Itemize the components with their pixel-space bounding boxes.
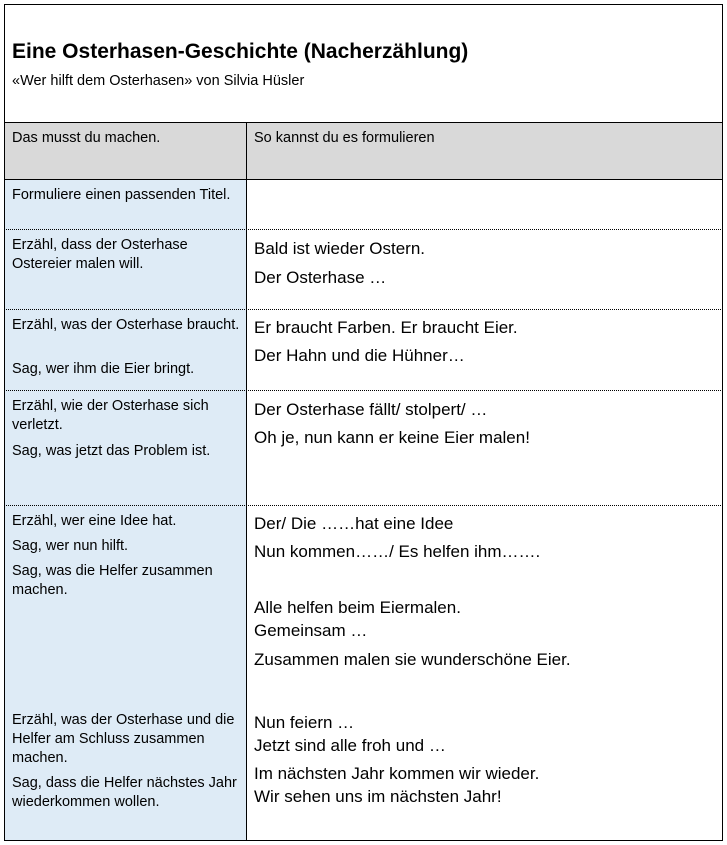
row-5-phrase: Alle helfen beim Eiermalen. [254,598,461,617]
row-6-instruction: Erzähl, was der Osterhase und die Helfer am Schluss zusammen machen. [12,712,235,766]
row-6-phrase: Im nächsten Jahr kommen wir wieder. [254,764,540,783]
row-2-phrase: Der Osterhase … [254,268,387,287]
column-header-left: Das musst du machen. [12,130,161,146]
row-3-phrase: Der Hahn und die Hühner… [254,346,465,365]
row-4-phrase: Der Osterhase fällt/ stolpert/ … [254,400,488,419]
table-frame [4,4,723,841]
row-2-instruction: Erzähl, dass der Osterhase Ostereier malen will. [12,237,188,272]
page-subtitle: «Wer hilft dem Osterhasen» von Silvia Hüsler [12,73,305,89]
row-4-instruction: Erzähl, wie der Osterhase sich verletzt. [12,398,209,433]
row-5-instruction: Erzähl, wer eine Idee hat. [12,513,177,529]
row-3-phrase: Er braucht Farben. Er braucht Eier. [254,318,518,337]
row-5-phrase: Gemeinsam … [254,621,368,640]
row-5-phrase: Der/ Die ……hat eine Idee [254,514,454,533]
row-3-instruction: Sag, wer ihm die Eier bringt. [12,361,195,377]
row-1-instruction: Formuliere einen passenden Titel. [12,187,231,203]
row-6-phrase: Nun feiern … [254,713,355,732]
row-5-phrase: Zusammen malen sie wunderschöne Eier. [254,650,571,669]
row-6-phrase: Wir sehen uns im nächsten Jahr! [254,787,502,806]
row-2-phrase: Bald ist wieder Ostern. [254,239,426,258]
row-6-phrase: Jetzt sind alle froh und … [254,736,446,755]
row-6-instruction: Sag, dass die Helfer nächstes Jahr wiederkommen wollen. [12,775,237,810]
row-4-instruction: Sag, was jetzt das Problem ist. [12,443,211,459]
row-3-instruction: Erzähl, was der Osterhase braucht. [12,317,240,333]
row-4-phrase: Oh je, nun kann er keine Eier malen! [254,428,530,447]
page-title: Eine Osterhasen-Geschichte (Nacherzählung) [12,40,469,63]
row-5-instruction: Sag, was die Helfer zusammen machen. [12,563,213,598]
row-5-phrase: Nun kommen……/ Es helfen ihm……. [254,542,541,561]
column-header-right: So kannst du es formulieren [254,130,435,146]
row-5-instruction: Sag, wer nun hilft. [12,538,129,554]
